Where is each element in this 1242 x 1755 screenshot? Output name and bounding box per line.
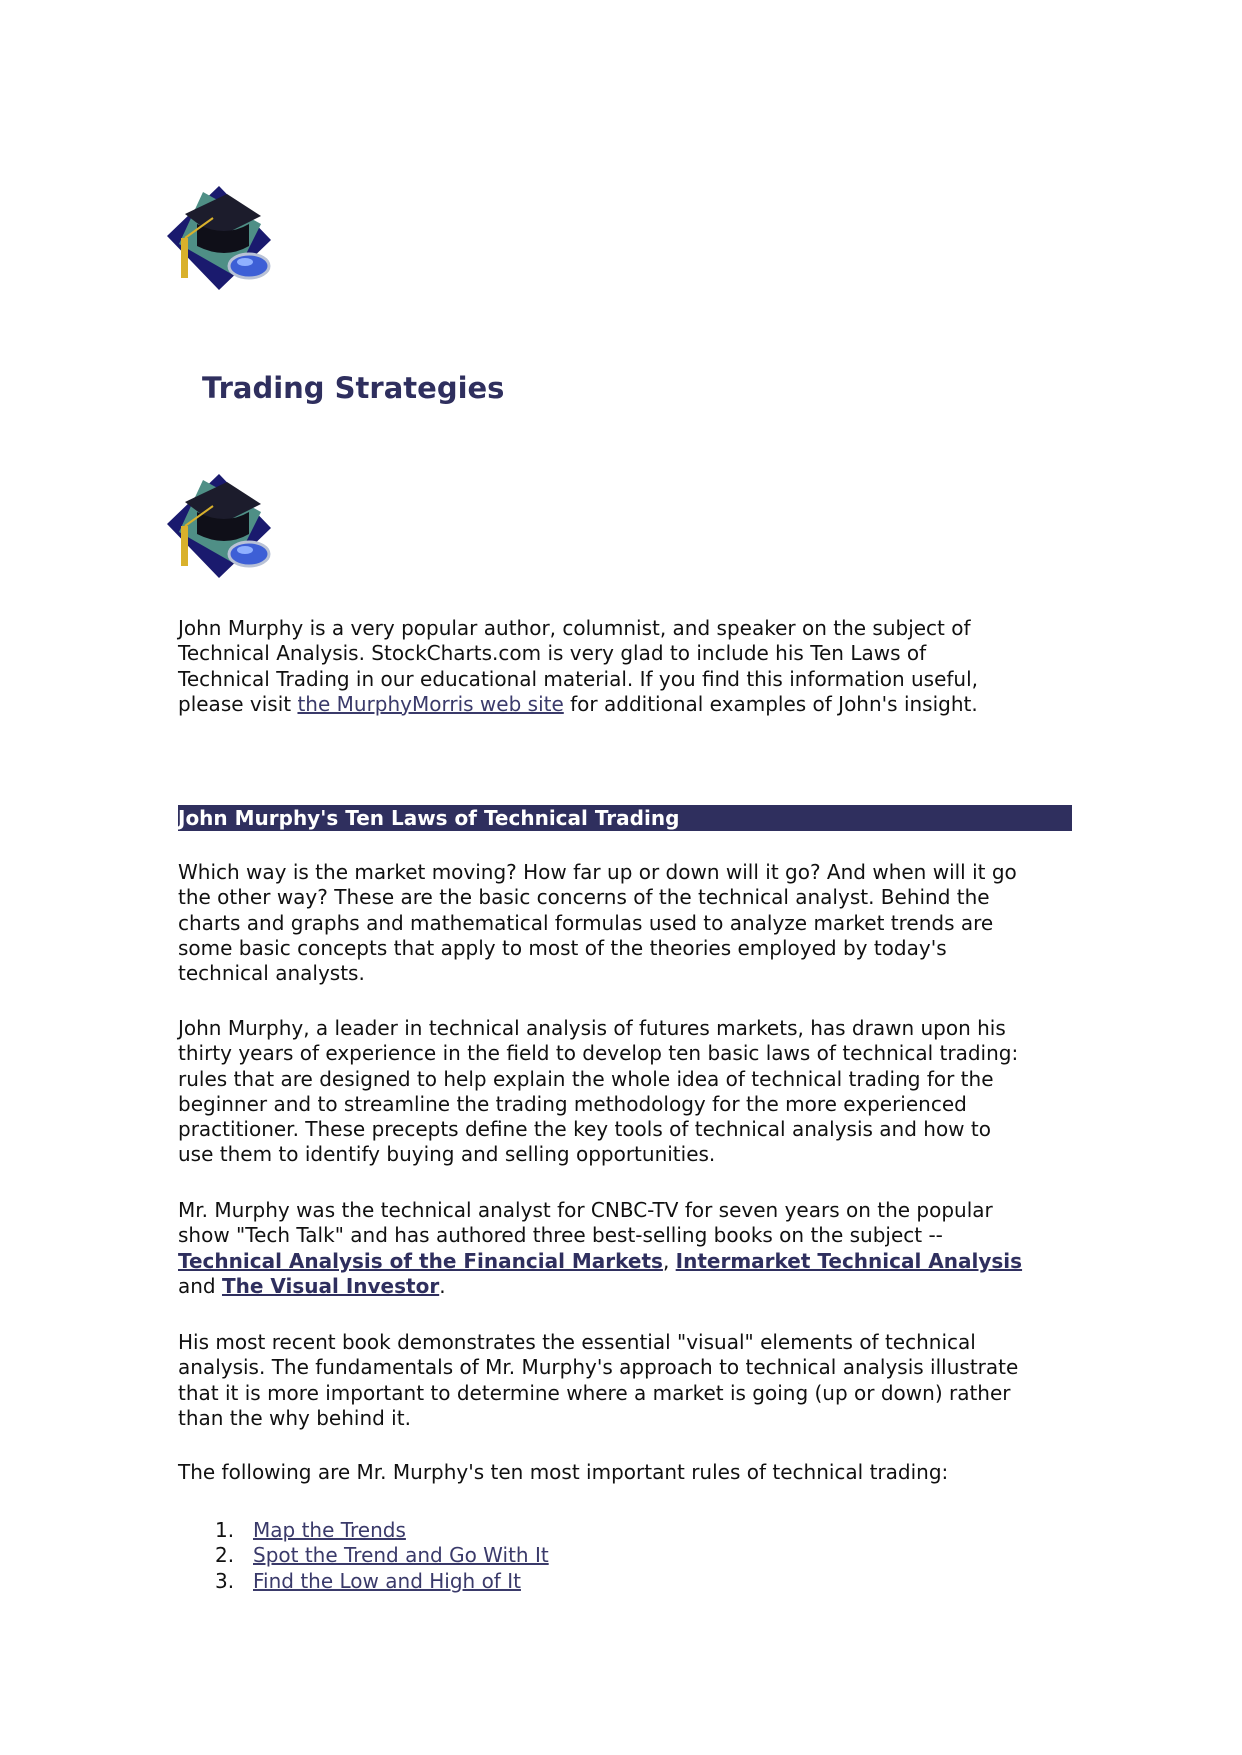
text-line: some basic concepts that apply to most of the theories employed by today's [178,935,947,960]
book-link-visual-investor[interactable]: The Visual Investor [221,1273,440,1298]
text-line [178,1274,1078,1299]
rule-link-map-the-trends[interactable]: Map the Trends [253,1518,406,1542]
intro-text: please visit [178,691,298,716]
text-line: show "Tech Talk" and has authored three best-selling books on the subject -- [178,1223,943,1248]
text-line: beginner and to streamline the trading methodology for the more experienced [178,1091,967,1116]
intro-paragraph [178,616,1078,717]
text-line: charts and graphs and mathematical formulas used to analyze market trends are [178,910,994,935]
list-item [215,1518,406,1543]
book-link-technical-analysis[interactable]: Technical Analysis of the Financial Markets [178,1248,663,1273]
text-line: practitioner. These precepts define the key tools of technical analysis and how to [178,1117,991,1142]
text-line: technical analysts. [178,961,365,986]
murphymorris-link[interactable]: the MurphyMorris web site [297,691,564,716]
list-number: 2. [215,1543,235,1567]
paragraph-2 [178,1016,1078,1168]
text-line: Mr. Murphy was the technical analyst for CNBC-TV for seven years on the popular [178,1198,993,1222]
text-line: the other way? These are the basic concerns of the technical analyst. Behind the [178,885,990,910]
list-number: 3. [215,1569,235,1593]
text-line: than the why behind it. [178,1405,411,1430]
paragraph-4 [178,1330,1078,1431]
text-line: use them to identify buying and selling opportunities. [178,1142,716,1167]
text-line [178,1249,1078,1274]
rule-link-find-low-high[interactable]: Find the Low and High of It [253,1569,521,1593]
text-line: that it is more important to determine where a market is going (up or down) rather [178,1380,1011,1405]
intro-line [178,692,1078,717]
text-line: John Murphy, a leader in technical analysis of futures markets, has drawn upon his [178,1016,1006,1040]
paragraph-1 [178,860,1078,986]
text-line: thirty years of experience in the field to develop ten basic laws of technical trading: [178,1041,1019,1066]
text-line: analysis. The fundamentals of Mr. Murphy's approach to technical analysis illustrate [178,1355,1019,1380]
graduation-cap-icon [165,468,277,580]
intro-line: John Murphy is a very popular author, columnist, and speaker on the subject of [178,616,971,640]
intro-text: for additional examples of John's insight. [563,691,978,716]
rule-link-spot-the-trend[interactable]: Spot the Trend and Go With It [253,1543,549,1567]
paragraph-5: The following are Mr. Murphy's ten most important rules of technical trading: [178,1460,949,1484]
text-line: Which way is the market moving? How far up or down will it go? And when will it go [178,860,1017,884]
intro-line: Technical Trading in our educational material. If you find this information useful, [178,666,979,691]
page-title: Trading Strategies [202,371,505,405]
separator-text: , [662,1248,676,1273]
list-item [215,1569,521,1594]
section-heading: John Murphy's Ten Laws of Technical Trading [178,805,1072,831]
graduation-cap-icon [165,180,277,292]
text-line: His most recent book demonstrates the essential "visual" elements of technical [178,1330,976,1354]
list-item [215,1543,549,1568]
and-text: and [178,1273,222,1298]
paragraph-3 [178,1198,1078,1299]
list-number: 1. [215,1518,235,1542]
book-link-intermarket[interactable]: Intermarket Technical Analysis [675,1248,1023,1273]
text-line: rules that are designed to help explain the whole idea of technical trading for the [178,1066,994,1091]
period-text: . [439,1273,446,1298]
intro-line: Technical Analysis. StockCharts.com is very glad to include his Ten Laws of [178,641,927,666]
